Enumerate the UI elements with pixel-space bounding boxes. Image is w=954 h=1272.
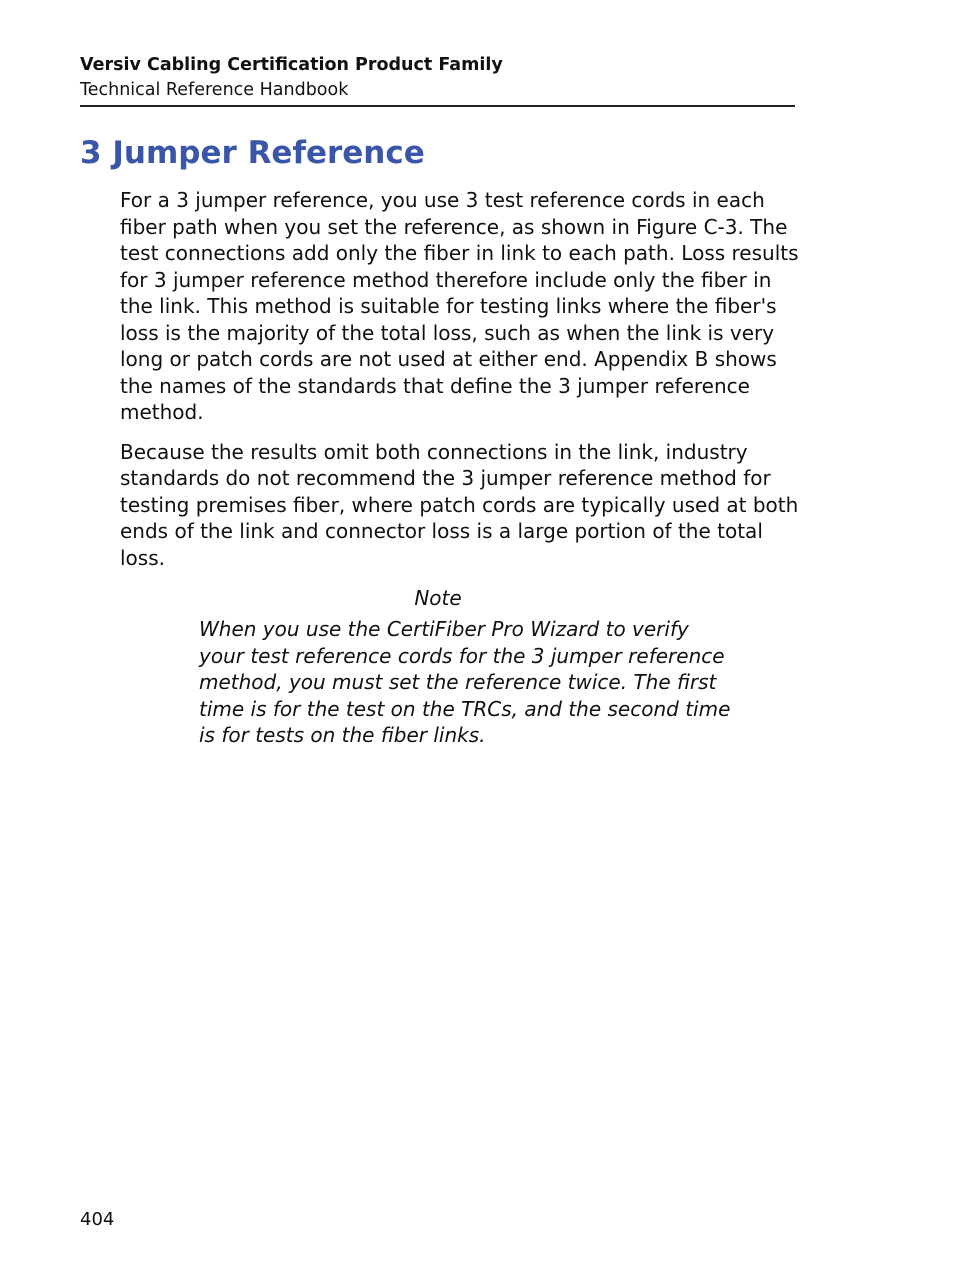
- body-paragraph-1: For a 3 jumper reference, you use 3 test reference cords in each fiber path when you set the reference, as shown in Figure C-3. The test connections add only the fiber in link to each path. Loss results for 3 jumper reference method therefore include only the fiber in the link. This method is suitable for testing links where the fiber's loss is the majority of the total loss, such as when the link is very long or patch cords are not used at either end. Appendix B shows the names of the standards that define the 3 jumper reference method.: [120, 188, 799, 424]
- body-paragraph-2: Because the results omit both connections in the link, industry standards do not recommend the 3 jumper reference method for testing premises fiber, where patch cords are typically used at both ends of the link and connector loss is a large portion of the total loss.: [120, 439, 799, 570]
- product-family-title: Versiv Cabling Certification Product Family: [80, 55, 503, 75]
- note-text: When you use the CertiFiber Pro Wizard to verify your test reference cords for the 3 jumper reference method, you must set the reference twice. The first time is for the test on the TRCs, and the second time is for tests on the fiber links.: [199, 617, 731, 747]
- running-header: [80, 53, 795, 107]
- handbook-title: Technical Reference Handbook: [80, 80, 349, 100]
- section-body: [120, 187, 800, 584]
- page-number: 404: [80, 1209, 115, 1230]
- section-title: 3 Jumper Reference: [80, 135, 425, 171]
- note-label: Note: [414, 586, 462, 610]
